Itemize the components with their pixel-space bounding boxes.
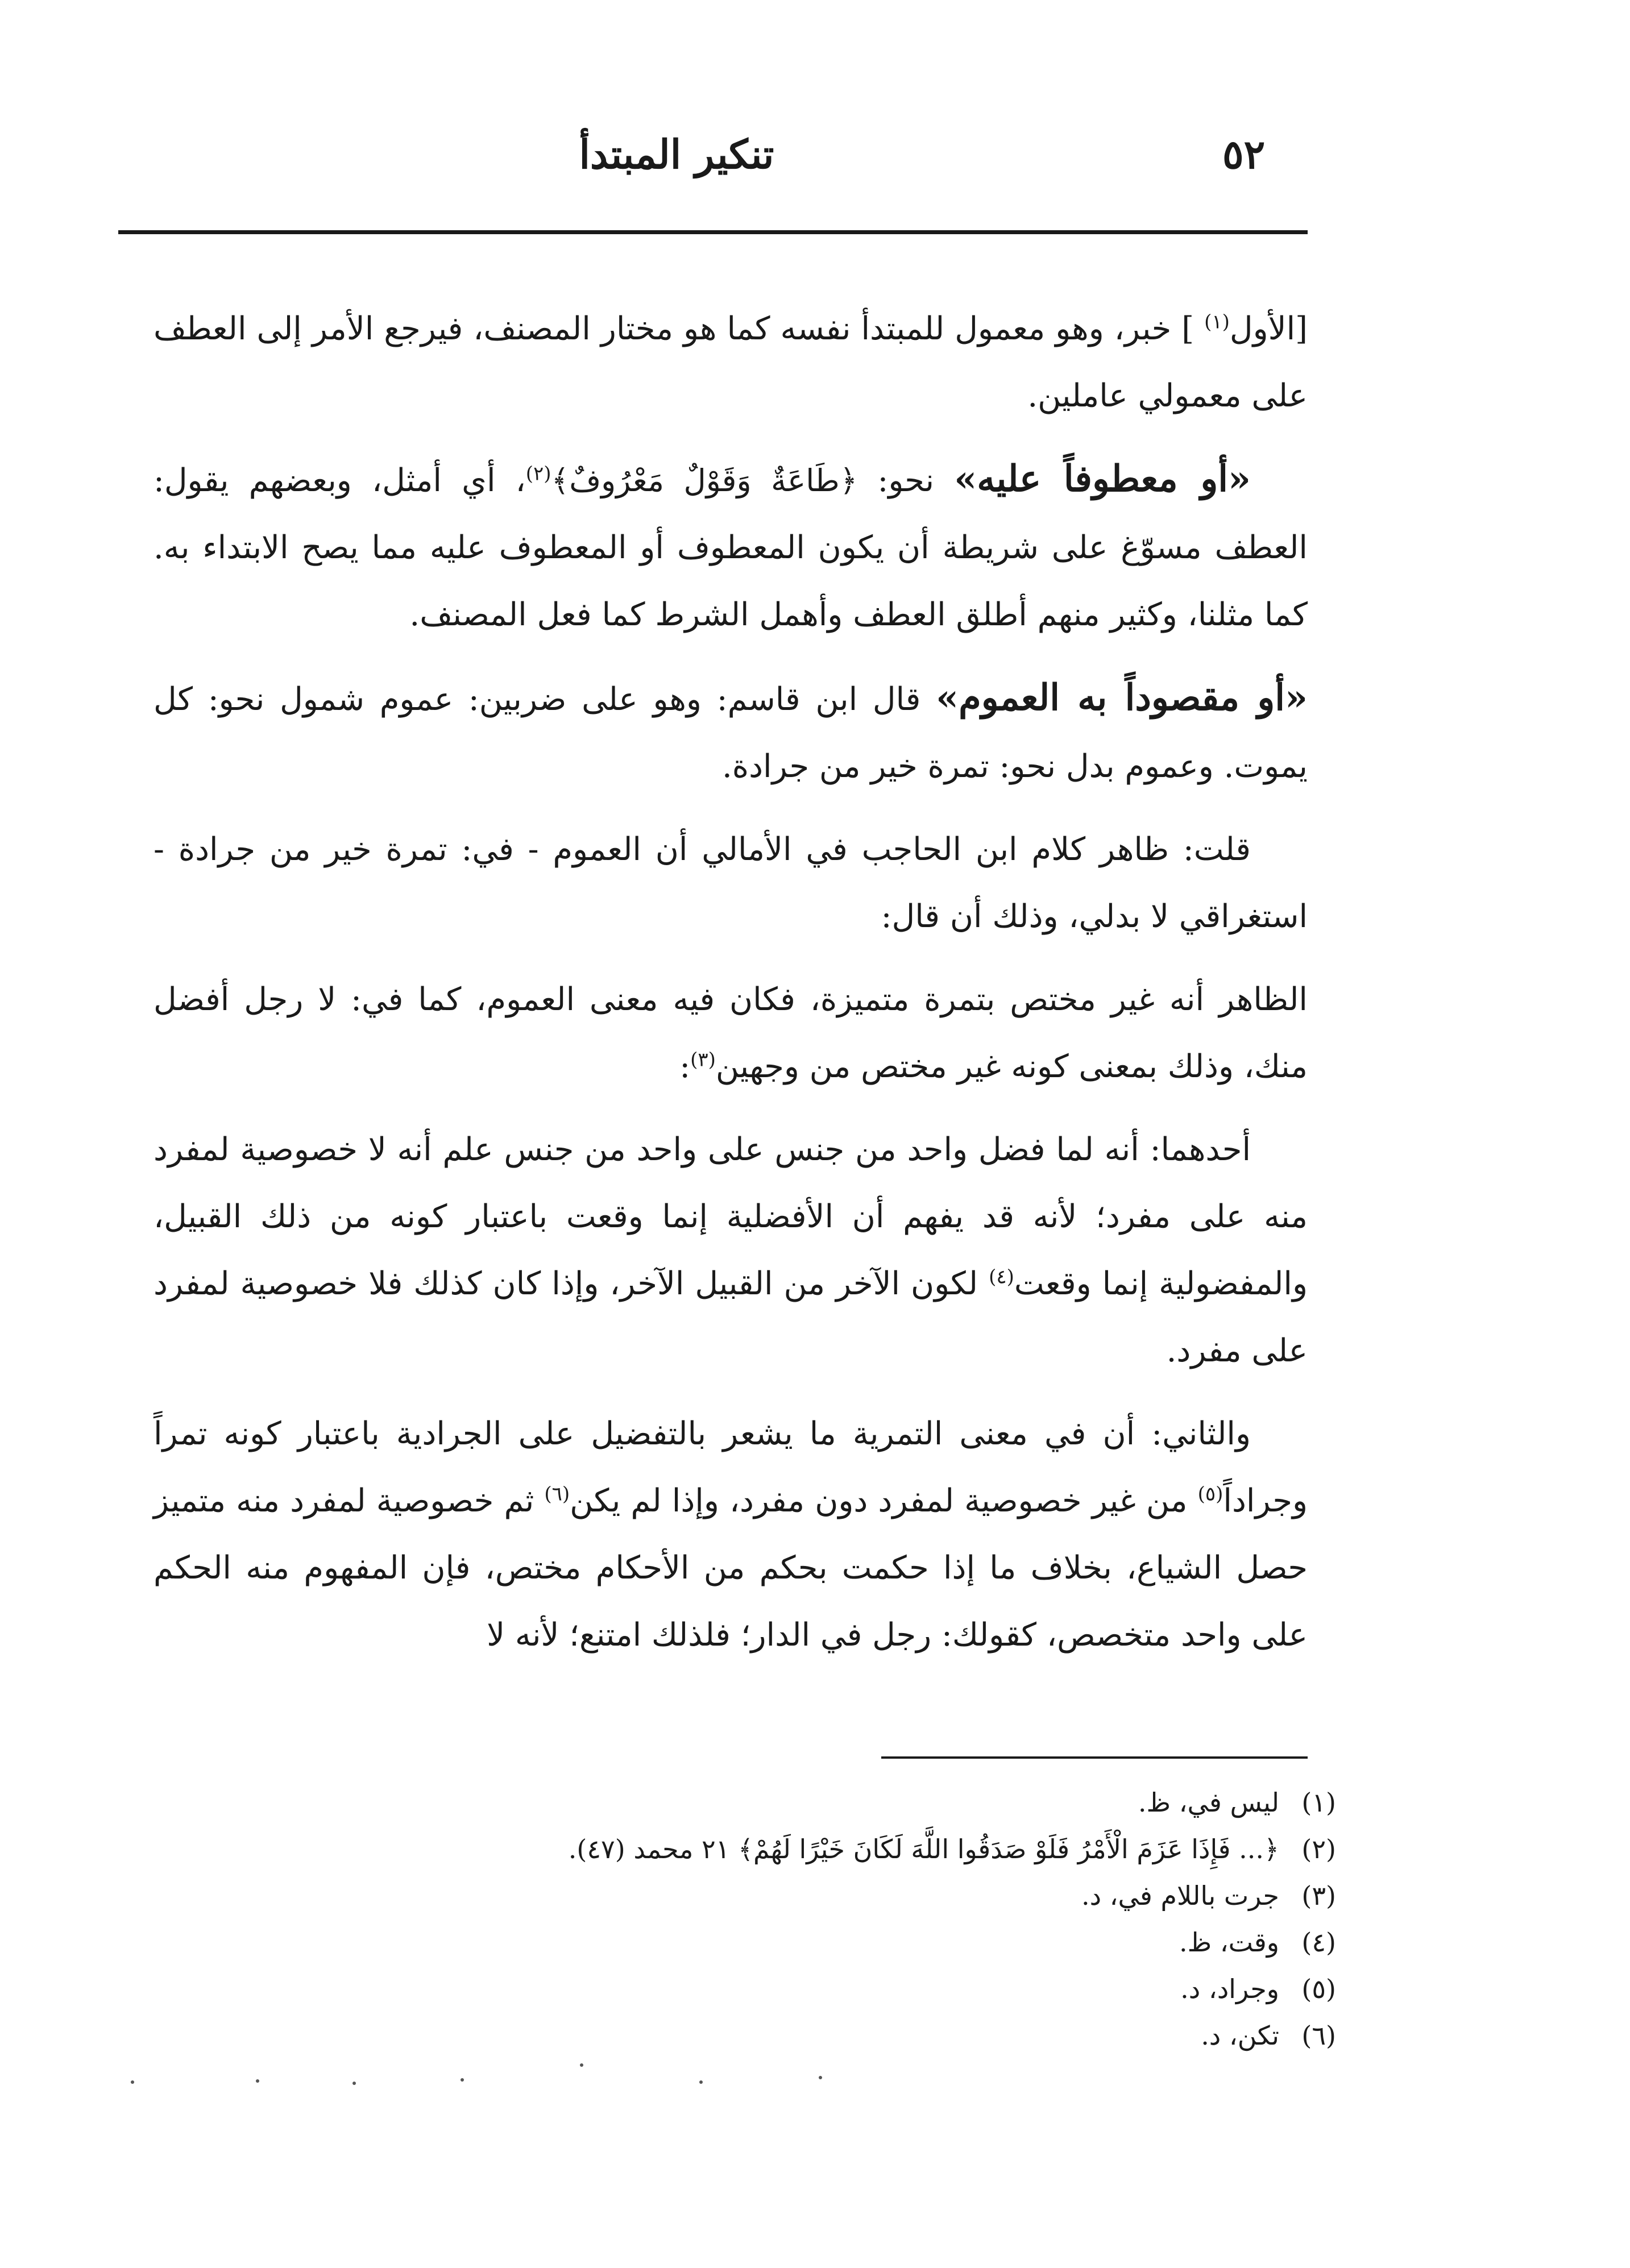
text-run: والثاني: أن في معنى التمرية ما يشعر بالتفضيل على الجرادية باعتبار كونه تمراً وجراداً: [154, 1415, 1308, 1519]
text-run: ثم خصوصية لمفرد منه متميز حصل الشياع، بخلاف ما إذا حكمت بحكم من الأحكام مختص، فإن المفهوم منه الحكم على واحد متخصص، كقولك: رجل في الدار؛ فلذلك امتنع؛ لأنه لا: [154, 1482, 1308, 1654]
footnote-number: (١): [1301, 1787, 1336, 1818]
scan-specks: [114, 2069, 796, 2092]
footnote: [341, 1919, 1336, 1966]
footnote-text: وقت، ظ.: [1179, 1927, 1279, 1958]
footnote-number: (٢): [1301, 1834, 1336, 1864]
footnote-number: (٣): [1301, 1880, 1336, 1911]
text-run: قال ابن قاسم: وهو على ضربين: عموم شمول نحو: كل يموت. وعموم بدل نحو: تمرة خير من جرادة.: [154, 681, 1308, 785]
footnote: [341, 1966, 1336, 2012]
footnote-ref: (٦): [544, 1482, 570, 1506]
footnote: [341, 1872, 1336, 1919]
paragraph-p3: [154, 664, 1308, 800]
quran-quote: ﴿طَاعَةٌ وَقَوْلٌ مَعْرُوفٌ﴾: [551, 463, 858, 499]
paragraph-p4: [154, 816, 1308, 950]
footnote-rule: [881, 1756, 1308, 1759]
text-run: ، أي أمثل، وبعضهم يقول: العطف مسوّغ على شريطة أن يكون المعطوف أو المعطوف عليه مما يصح الابتداء به. كما مثلنا، وكثير منهم أطلق العطف وأهمل الشرط كما فعل المصنف.: [154, 462, 1308, 633]
footnote-number: (٥): [1301, 1974, 1336, 2004]
footnote-ref: (٣): [690, 1048, 716, 1071]
footnote-ref: (٤): [989, 1265, 1014, 1289]
paragraph-p6: [154, 1116, 1308, 1385]
bold-lemma: «أو معطوفاً عليه»: [954, 458, 1251, 500]
footnote-text: وجراد، د.: [1180, 1974, 1279, 2004]
paragraph-p2: [154, 446, 1308, 649]
footnote-number: (٤): [1301, 1927, 1336, 1958]
bold-lemma: «أو مقصوداً به العموم»: [936, 676, 1308, 719]
running-title: تنكير المبتدأ: [579, 131, 774, 178]
footnote: [341, 2012, 1336, 2059]
text-run: أحدهما: أنه لما فضل واحد من جنس على واحد من جنس علم أنه لا خصوصية لمفرد منه على مفرد؛ لأنه قد يفهم أن الأفضلية إنما وقعت باعتبار كونه من ذلك القبيل، والمفضولية إنما وقعت: [154, 1131, 1308, 1302]
footnote-text: تكن، د.: [1201, 2020, 1279, 2051]
footnotes: [341, 1779, 1336, 2059]
text-run: لكون الآخر من القبيل الآخر، وإذا كان كذلك فلا خصوصية لمفرد على مفرد.: [154, 1265, 1308, 1369]
footnote-ref: (٢): [525, 462, 551, 485]
text-run: [الأول: [1229, 310, 1308, 347]
text-run: من غير خصوصية لمفرد دون مفرد، وإذا لم يكن: [570, 1482, 1198, 1519]
footnote-number: (٦): [1301, 2020, 1336, 2051]
footnote-text: ﴿... فَإِذَا عَزَمَ الْأَمْرُ فَلَوْ صَدَقُوا اللَّهَ لَكَانَ خَيْرًا لَهُمْ﴾ ٢١ محمد (٤٧).: [568, 1834, 1279, 1864]
footnote-text: ليس في، ظ.: [1138, 1787, 1279, 1818]
footnote-ref: (١): [1204, 310, 1230, 334]
paragraph-p1: [154, 296, 1308, 430]
text-run: :: [679, 1048, 691, 1085]
footnote: [341, 1779, 1336, 1826]
header-rule: [118, 230, 1308, 234]
footnote-text: جرت باللام في، د.: [1081, 1880, 1279, 1911]
text-run: قلت: ظاهر كلام ابن الحاجب في الأمالي أن العموم - في: تمرة خير من جرادة - استغراقي لا بدلي، وذلك أن قال:: [154, 831, 1308, 935]
footnote: [341, 1826, 1336, 1872]
footnote-ref: (٥): [1197, 1482, 1223, 1506]
text-run: ] خبر، وهو معمول للمبتدأ نفسه كما هو مختار المصنف، فيرجع الأمر إلى العطف على معمولي عاملين.: [154, 310, 1308, 414]
text-run: نحو:: [857, 462, 955, 499]
main-text: [154, 296, 1308, 1685]
text-run: الظاهر أنه غير مختص بتمرة متميزة، فكان فيه معنى العموم، كما في: لا رجل أفضل منك، وذلك بمعنى كونه غير مختص من وجهين: [154, 981, 1308, 1085]
page-number: ٥٢: [1222, 131, 1266, 178]
paragraph-p7: [154, 1401, 1308, 1669]
paragraph-p5: [154, 966, 1308, 1100]
